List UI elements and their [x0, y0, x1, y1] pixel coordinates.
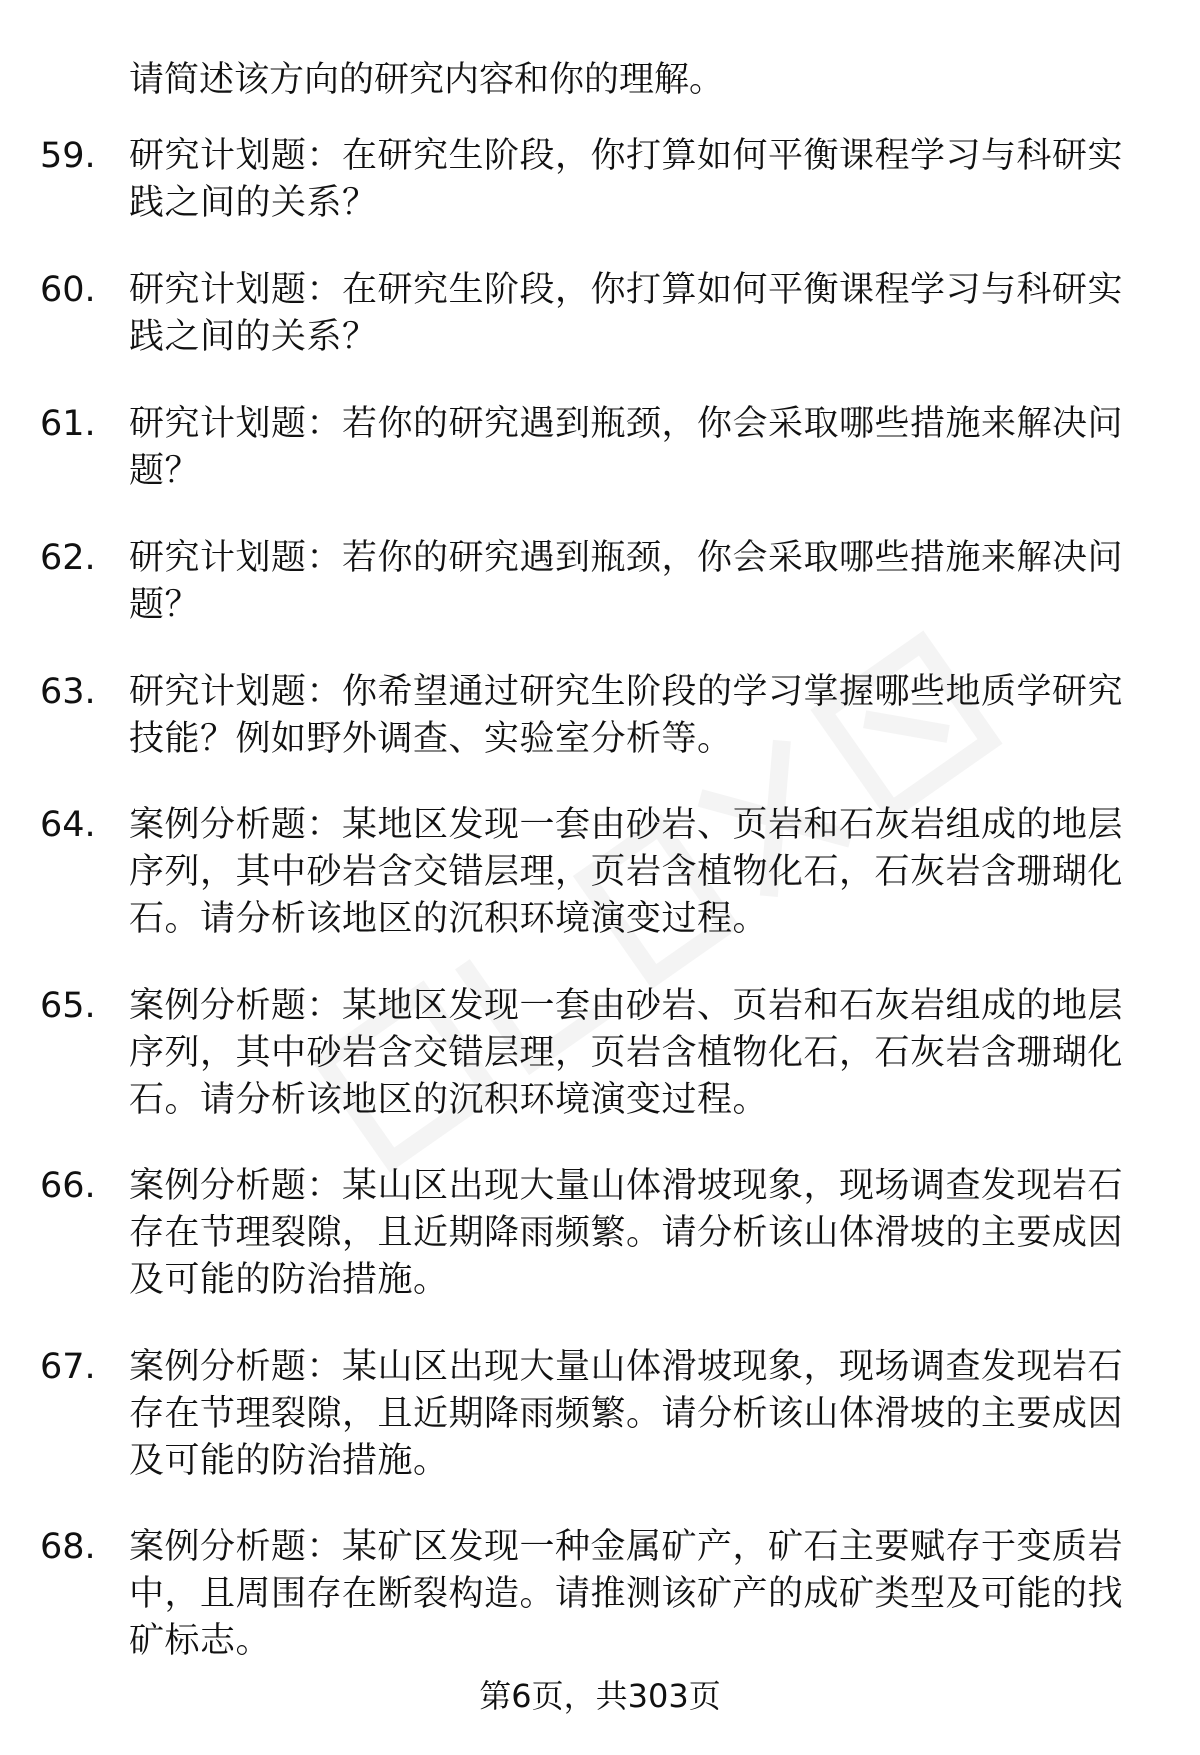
item-number: 62.	[40, 538, 96, 578]
list-item	[40, 535, 1160, 629]
item-text: 案例分析题：某矿区发现一种金属矿产，矿石主要赋存于变质岩中，且周围存在断裂构造。请推测该矿产的成矿类型及可能的找矿标志。	[129, 1527, 1124, 1661]
item-number: 67.	[40, 1347, 96, 1387]
item-text: 案例分析题：某地区发现一套由砂岩、页岩和石灰岩组成的地层序列，其中砂岩含交错层理，页岩含植物化石，石灰岩含珊瑚化石。请分析该地区的沉积环境演变过程。	[129, 805, 1124, 939]
continuation-text: 请简述该方向的研究内容和你的理解。	[129, 60, 725, 100]
item-number: 61.	[40, 404, 96, 444]
list-item	[40, 1344, 1160, 1485]
item-text: 研究计划题：你希望通过研究生阶段的学习掌握哪些地质学研究技能？例如野外调查、实验室分析等。	[129, 672, 1124, 759]
item-number: 68.	[40, 1527, 96, 1567]
item-text: 研究计划题：若你的研究遇到瓶颈，你会采取哪些措施来解决问题？	[129, 538, 1124, 625]
page-number-footer: 第6页，共303页	[479, 1677, 721, 1715]
list-item	[40, 1524, 1160, 1665]
list-item	[40, 133, 1160, 227]
item-number: 64.	[40, 805, 96, 845]
item-number: 60.	[40, 270, 96, 310]
item-text: 案例分析题：某山区出现大量山体滑坡现象，现场调查发现岩石存在节理裂隙，且近期降雨频繁。请分析该山体滑坡的主要成因及可能的防治措施。	[129, 1347, 1124, 1481]
item-number: 63.	[40, 672, 96, 712]
item-text: 研究计划题：在研究生阶段，你打算如何平衡课程学习与科研实践之间的关系？	[129, 270, 1124, 357]
item-number: 65.	[40, 986, 96, 1026]
list-item	[40, 802, 1160, 943]
item-text: 研究计划题：若你的研究遇到瓶颈，你会采取哪些措施来解决问题？	[129, 404, 1124, 491]
item-number: 59.	[40, 136, 96, 176]
list-item	[40, 401, 1160, 495]
list-item	[40, 983, 1160, 1124]
item-number: 66.	[40, 1166, 96, 1206]
item-text: 案例分析题：某地区发现一套由砂岩、页岩和石灰岩组成的地层序列，其中砂岩含交错层理，页岩含植物化石，石灰岩含珊瑚化石。请分析该地区的沉积环境演变过程。	[129, 986, 1124, 1120]
list-item	[40, 669, 1160, 763]
item-text: 案例分析题：某山区出现大量山体滑坡现象，现场调查发现岩石存在节理裂隙，且近期降雨频繁。请分析该山体滑坡的主要成因及可能的防治措施。	[129, 1166, 1124, 1300]
list-item	[40, 267, 1160, 361]
item-text: 研究计划题：在研究生阶段，你打算如何平衡课程学习与科研实践之间的关系？	[129, 136, 1124, 223]
list-item	[40, 1163, 1160, 1304]
